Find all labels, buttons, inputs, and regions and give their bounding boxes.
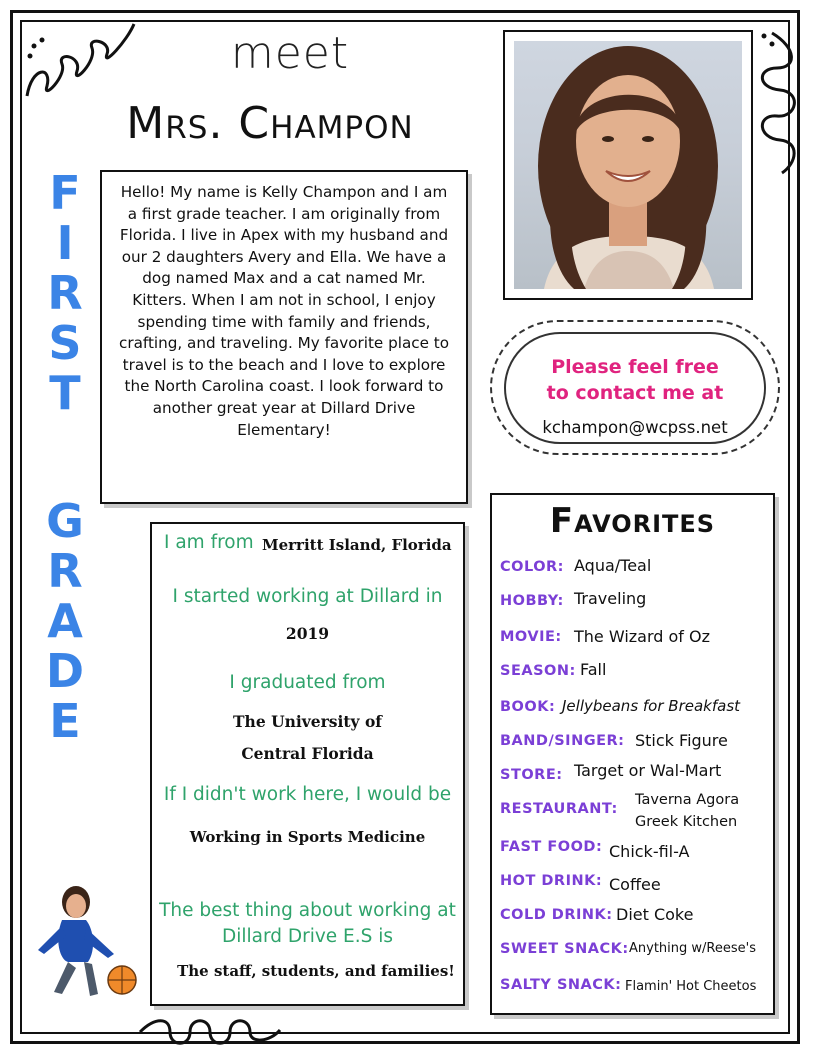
fav-label-color: COLOR: [500,559,564,575]
fav-value-color: Aqua/Teal [574,556,652,575]
side-letter: I [56,216,74,270]
graduated-value-line1: The University of [233,712,382,731]
fav-label-restaurant: RESTAURANT: [500,801,618,817]
otherwise-label: If I didn't work here, I would be [163,784,452,805]
favorites-box [490,493,775,1015]
from-value: Merritt Island, Florida [262,536,452,554]
contact-bubble [490,320,780,455]
teacher-photo [514,41,742,289]
fav-label-cold-drink: COLD DRINK: [500,907,613,923]
fav-label-book: BOOK: [500,699,556,715]
from-label: I am from [164,532,254,553]
contact-heading-line2: to contact me at [546,382,724,404]
side-letter: S [48,316,82,370]
fav-label-hobby: HOBBY: [500,593,564,609]
swirl-doodle-bottom [135,1012,285,1052]
fav-value-salty-snack: Flamin' Hot Cheetos [625,979,757,994]
side-letter: R [47,266,83,320]
fav-label-band-singer: BAND/SINGER: [500,733,625,749]
fav-value-restaurant-line1: Taverna Agora [635,792,740,808]
swirl-doodle-top-right [752,28,802,178]
side-letter: A [47,594,83,648]
fav-value-band-singer: Stick Figure [635,731,728,750]
best-value: The staff, students, and families! [177,962,455,980]
page-title: Mrs. Champon [126,98,414,149]
fav-label-season: SEASON: [500,663,576,679]
otherwise-value: Working in Sports Medicine [189,828,426,846]
started-label: I started working at Dillard in [172,586,443,607]
started-value: 2019 [285,624,330,643]
fav-label-fast-food: FAST FOOD: [500,839,603,855]
contact-heading-line1: Please feel free [551,356,719,378]
fav-label-store: STORE: [500,767,563,783]
side-letter: R [47,544,83,598]
facts-box [150,522,465,1006]
side-label-first-grade [40,168,90,746]
title-meet: meet [230,28,350,79]
fav-value-restaurant-line2: Greek Kitchen [635,814,738,830]
side-letter: D [45,644,85,698]
fav-label-sweet-snack: SWEET SNACK: [500,941,629,957]
fav-label-movie: MOVIE: [500,629,562,645]
fav-value-cold-drink: Diet Coke [616,905,694,924]
photo-frame [503,30,753,300]
fav-value-store: Target or Wal-Mart [574,761,722,780]
portrait-illustration [514,41,742,289]
swirl-doodle-top-left [22,16,142,106]
fav-value-book: Jellybeans for Breakfast [562,697,741,715]
fav-value-fast-food: Chick-fil-A [609,842,690,861]
bio-text: Hello! My name is Kelly Champon and I am a first grade teacher. I am originally from Florida. I live in Apex with my husband and our 2 daughters Avery and Ella. We have a dog named Max and a cat named Mr. Kitters. When I am not in school, I enjoy spending time with family and friends, crafting, and traveling. My favorite place to travel is to the beach and I love to explore the North Carolina coast. I look forward to another great year at Dillard Drive Elementary! [118,183,450,439]
graduated-label: I graduated from [229,672,386,693]
graduated-value-line2: Central Florida [241,744,374,763]
best-label-line1: The best thing about working at [159,900,456,921]
teacher-avatar-illustration [24,880,144,1005]
side-letter: G [46,494,84,548]
fav-value-hot-drink: Coffee [609,875,661,894]
contact-bubble-inner [504,332,766,444]
favorites-title: Favorites [549,501,716,541]
fav-value-hobby: Traveling [574,589,647,608]
fav-value-season: Fall [580,660,607,679]
best-label-line2: Dillard Drive E.S is [221,926,394,947]
fav-value-sweet-snack: Anything w/Reese's [629,941,756,956]
side-letter: F [49,166,81,220]
fav-value-movie: The Wizard of Oz [574,627,710,646]
contact-email[interactable]: kchampon@wcpss.net [542,418,728,437]
bio-box [100,170,468,504]
side-letter: T [49,366,81,420]
fav-label-salty-snack: SALTY SNACK: [500,977,622,993]
fav-label-hot-drink: HOT DRINK: [500,873,603,889]
side-letter: E [49,694,81,748]
